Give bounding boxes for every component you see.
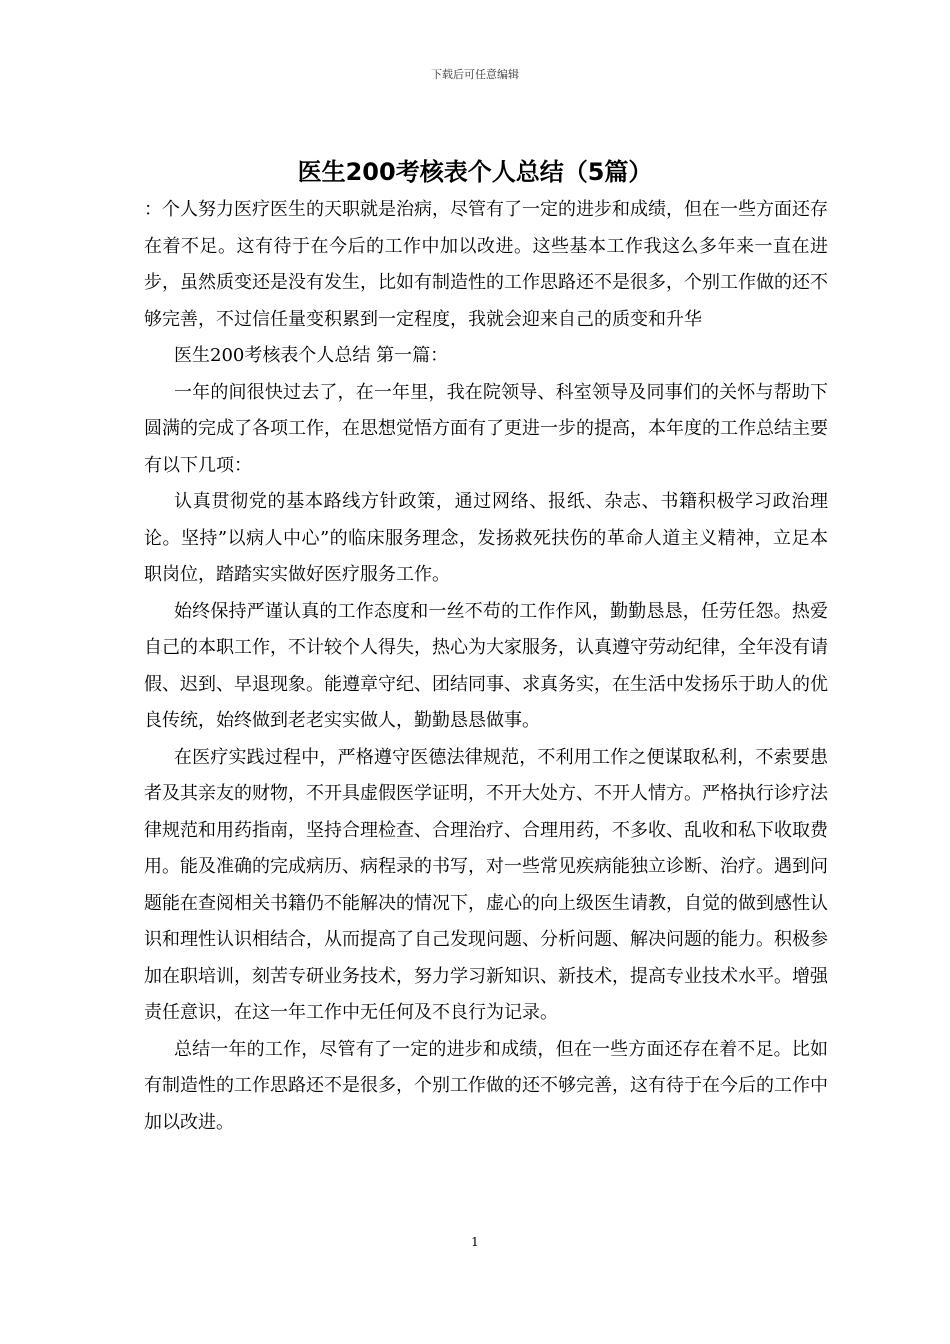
paragraph-intro: ：个人努力医疗医生的天职就是治病，尽管有了一定的进步和成绩，但在一些方面还存在着不足。这有待于在今后的工作中加以改进。这些基本工作我这么多年来一直在进步，虽然质变还是没有发生，比如有制造性的工作思路还不是很多，个别工作做的还不够完善，不过信任量变积累到一定程度，我就会迎来自己的质变和升华 (144, 199, 828, 330)
paragraph: 一年的间很快过去了，在一年里，我在院领导、科室领导及同事们的关怀与帮助下圆满的完成了各项工作，在思想觉悟方面有了更进一步的提高，本年度的工作总结主要有以下几项： (144, 381, 828, 476)
section-heading: 医生200考核表个人总结 第一篇： (174, 345, 449, 366)
paragraph: 在医疗实践过程中，严格遵守医德法律规范，不利用工作之便谋取私利，不索要患者及其亲友的财物，不开具虚假医学证明，不开大处方、不开人情方。严格执行诊疗法律规范和用药指南，坚持合理检查、合理治疗、合理用药，不多收、乱收和私下收取费用。能及准确的完成病历、病程录的书写，对一些常见疾病能独立诊断、治疗。遇到问题能在查阅相关书籍仍不能解决的情况下，虚心的向上级医生请教，自觉的做到感性认识和理性认识相结合，从而提高了自己发现问题、分析问题、解决问题的能力。积极参加在职培训，刻苦专研业务技术，努力学习新知识、新技术，提高专业技术水平。增强责任意识，在这一年工作中无任何及不良行为记录。 (144, 746, 828, 1023)
paragraph: 始终保持严谨认真的工作态度和一丝不苟的工作作风，勤勤恳恳，任劳任怨。热爱自己的本职工作，不计较个人得失，热心为大家服务，认真遵守劳动纪律，全年没有请假、迟到、早退现象。能遵章守纪、团结同事、求真务实，在生活中发扬乐于助人的优良传统，始终做到老老实实做人，勤勤恳恳做事。 (144, 600, 828, 731)
page-number: 1 (471, 1235, 479, 1249)
paragraph: 认真贯彻党的基本路线方针政策，通过网络、报纸、杂志、书籍积极学习政治理论。坚持”以病人中心”的临床服务理念，发扬救死扶伤的革命人道主义精神，立足本职岗位，踏踏实实做好医疗服务工作。 (144, 491, 828, 585)
document-title: 医生200考核表个人总结（5篇） (297, 158, 653, 186)
paragraph: 总结一年的工作，尽管有了一定的进步和成绩，但在一些方面还存在着不足。比如有制造性的工作思路还不是很多，个别工作做的还不够完善，这有待于在今后的工作中加以改进。 (144, 1038, 828, 1133)
document-body (144, 192, 828, 1141)
header-note: 下载后可任意编辑 (431, 68, 519, 81)
